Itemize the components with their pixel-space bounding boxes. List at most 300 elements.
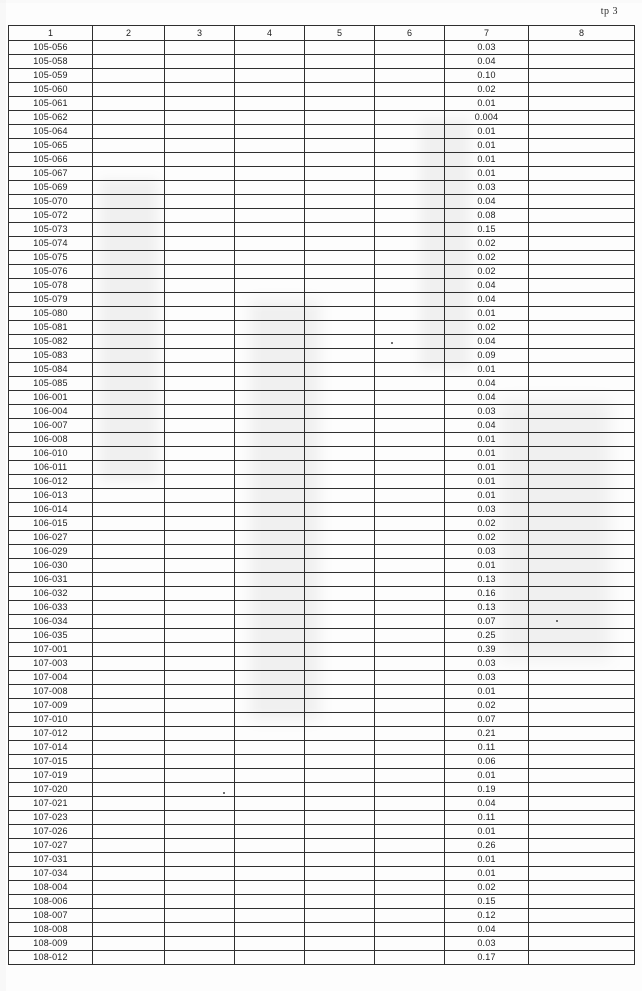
table-row	[9, 825, 635, 839]
cell-col8	[529, 615, 635, 629]
cell-col4	[235, 195, 305, 209]
cell-col4	[235, 531, 305, 545]
cell-sample-id: 108-012	[9, 951, 93, 965]
cell-col3	[165, 181, 235, 195]
cell-sample-id: 106-007	[9, 419, 93, 433]
table-row	[9, 447, 635, 461]
cell-sample-id: 105-067	[9, 167, 93, 181]
cell-sample-id: 108-004	[9, 881, 93, 895]
cell-col3	[165, 167, 235, 181]
column-header-7: 7	[445, 26, 529, 41]
cell-col6	[375, 811, 445, 825]
cell-col5	[305, 657, 375, 671]
ink-speck	[556, 620, 558, 622]
cell-col8	[529, 335, 635, 349]
cell-col2	[93, 489, 165, 503]
table-row	[9, 545, 635, 559]
table-row	[9, 671, 635, 685]
cell-col4	[235, 699, 305, 713]
table-row	[9, 461, 635, 475]
cell-col2	[93, 195, 165, 209]
cell-col3	[165, 55, 235, 69]
table-row	[9, 853, 635, 867]
cell-col2	[93, 475, 165, 489]
cell-col8	[529, 125, 635, 139]
cell-value: 0.04	[445, 279, 529, 293]
cell-value: 0.07	[445, 713, 529, 727]
cell-col2	[93, 853, 165, 867]
cell-col6	[375, 629, 445, 643]
cell-col8	[529, 867, 635, 881]
cell-col6	[375, 909, 445, 923]
cell-col2	[93, 265, 165, 279]
cell-col5	[305, 503, 375, 517]
table-row	[9, 489, 635, 503]
cell-sample-id: 106-004	[9, 405, 93, 419]
cell-sample-id: 107-020	[9, 783, 93, 797]
cell-col5	[305, 41, 375, 55]
cell-col8	[529, 153, 635, 167]
cell-col8	[529, 657, 635, 671]
cell-value: 0.01	[445, 307, 529, 321]
cell-col8	[529, 69, 635, 83]
cell-col3	[165, 727, 235, 741]
cell-col8	[529, 363, 635, 377]
cell-col2	[93, 405, 165, 419]
cell-value: 0.01	[445, 167, 529, 181]
cell-value: 0.19	[445, 783, 529, 797]
cell-col6	[375, 461, 445, 475]
cell-col4	[235, 167, 305, 181]
cell-col8	[529, 405, 635, 419]
cell-col2	[93, 97, 165, 111]
cell-col4	[235, 475, 305, 489]
cell-col3	[165, 685, 235, 699]
cell-col4	[235, 545, 305, 559]
cell-sample-id: 107-027	[9, 839, 93, 853]
cell-value: 0.03	[445, 41, 529, 55]
cell-value: 0.01	[445, 559, 529, 573]
cell-col8	[529, 895, 635, 909]
cell-col4	[235, 419, 305, 433]
cell-col5	[305, 237, 375, 251]
cell-col4	[235, 895, 305, 909]
cell-sample-id: 106-027	[9, 531, 93, 545]
table-row	[9, 97, 635, 111]
cell-col3	[165, 125, 235, 139]
cell-value: 0.25	[445, 629, 529, 643]
cell-value: 0.04	[445, 293, 529, 307]
cell-col4	[235, 811, 305, 825]
table-row	[9, 503, 635, 517]
cell-sample-id: 106-008	[9, 433, 93, 447]
cell-col8	[529, 167, 635, 181]
table-row	[9, 391, 635, 405]
cell-sample-id: 105-075	[9, 251, 93, 265]
cell-col4	[235, 405, 305, 419]
cell-col8	[529, 587, 635, 601]
cell-col5	[305, 769, 375, 783]
cell-col2	[93, 321, 165, 335]
cell-col6	[375, 867, 445, 881]
cell-col8	[529, 685, 635, 699]
cell-col5	[305, 223, 375, 237]
table-row	[9, 419, 635, 433]
cell-value: 0.01	[445, 363, 529, 377]
cell-sample-id: 107-021	[9, 797, 93, 811]
cell-sample-id: 105-081	[9, 321, 93, 335]
cell-col3	[165, 265, 235, 279]
cell-col5	[305, 307, 375, 321]
data-table-container	[8, 25, 634, 983]
cell-col6	[375, 363, 445, 377]
table-row	[9, 293, 635, 307]
cell-col4	[235, 461, 305, 475]
cell-col6	[375, 545, 445, 559]
cell-col4	[235, 111, 305, 125]
cell-col8	[529, 517, 635, 531]
cell-sample-id: 107-014	[9, 741, 93, 755]
cell-col3	[165, 811, 235, 825]
cell-col4	[235, 209, 305, 223]
cell-col2	[93, 671, 165, 685]
table-row	[9, 587, 635, 601]
cell-col8	[529, 573, 635, 587]
cell-col2	[93, 307, 165, 321]
cell-col5	[305, 83, 375, 97]
table-row	[9, 377, 635, 391]
cell-col6	[375, 489, 445, 503]
table-row	[9, 475, 635, 489]
table-row	[9, 167, 635, 181]
cell-col6	[375, 377, 445, 391]
cell-sample-id: 105-080	[9, 307, 93, 321]
cell-col6	[375, 825, 445, 839]
cell-col3	[165, 699, 235, 713]
cell-value: 0.02	[445, 881, 529, 895]
cell-sample-id: 106-032	[9, 587, 93, 601]
cell-col5	[305, 461, 375, 475]
cell-col4	[235, 335, 305, 349]
cell-col4	[235, 97, 305, 111]
cell-sample-id: 108-007	[9, 909, 93, 923]
cell-value: 0.01	[445, 825, 529, 839]
cell-sample-id: 106-031	[9, 573, 93, 587]
cell-col2	[93, 573, 165, 587]
cell-col3	[165, 293, 235, 307]
cell-col8	[529, 293, 635, 307]
cell-col3	[165, 419, 235, 433]
cell-col2	[93, 377, 165, 391]
cell-col8	[529, 937, 635, 951]
cell-value: 0.01	[445, 447, 529, 461]
cell-col3	[165, 83, 235, 97]
cell-col6	[375, 321, 445, 335]
cell-col2	[93, 111, 165, 125]
cell-col3	[165, 195, 235, 209]
cell-col4	[235, 741, 305, 755]
cell-col6	[375, 111, 445, 125]
cell-col5	[305, 447, 375, 461]
cell-col2	[93, 391, 165, 405]
cell-col8	[529, 279, 635, 293]
column-header-2: 2	[93, 26, 165, 41]
cell-col8	[529, 321, 635, 335]
cell-col4	[235, 769, 305, 783]
cell-col2	[93, 181, 165, 195]
cell-col8	[529, 265, 635, 279]
ink-speck	[223, 792, 225, 794]
cell-col2	[93, 909, 165, 923]
cell-value: 0.04	[445, 419, 529, 433]
cell-col8	[529, 825, 635, 839]
cell-col6	[375, 923, 445, 937]
table-row	[9, 839, 635, 853]
cell-col5	[305, 587, 375, 601]
cell-col8	[529, 951, 635, 965]
cell-col6	[375, 69, 445, 83]
cell-col3	[165, 251, 235, 265]
cell-col5	[305, 111, 375, 125]
cell-col3	[165, 209, 235, 223]
cell-col5	[305, 475, 375, 489]
cell-col3	[165, 377, 235, 391]
cell-col4	[235, 643, 305, 657]
cell-col5	[305, 573, 375, 587]
cell-col5	[305, 265, 375, 279]
cell-col4	[235, 573, 305, 587]
table-row	[9, 181, 635, 195]
cell-col4	[235, 489, 305, 503]
table-row	[9, 69, 635, 83]
cell-col5	[305, 741, 375, 755]
cell-col6	[375, 97, 445, 111]
cell-col3	[165, 657, 235, 671]
cell-col3	[165, 951, 235, 965]
cell-sample-id: 105-060	[9, 83, 93, 97]
cell-col8	[529, 391, 635, 405]
cell-sample-id: 107-003	[9, 657, 93, 671]
cell-col6	[375, 181, 445, 195]
cell-col8	[529, 209, 635, 223]
cell-col3	[165, 335, 235, 349]
cell-col6	[375, 167, 445, 181]
cell-col3	[165, 349, 235, 363]
cell-col6	[375, 251, 445, 265]
cell-value: 0.02	[445, 699, 529, 713]
table-row	[9, 335, 635, 349]
table-row	[9, 867, 635, 881]
table-row	[9, 55, 635, 69]
cell-col6	[375, 223, 445, 237]
cell-col2	[93, 279, 165, 293]
cell-col6	[375, 699, 445, 713]
cell-col6	[375, 433, 445, 447]
cell-col2	[93, 783, 165, 797]
table-row	[9, 769, 635, 783]
cell-col4	[235, 265, 305, 279]
cell-col8	[529, 783, 635, 797]
cell-sample-id: 107-023	[9, 811, 93, 825]
cell-value: 0.01	[445, 867, 529, 881]
cell-col3	[165, 643, 235, 657]
cell-col2	[93, 811, 165, 825]
cell-value: 0.08	[445, 209, 529, 223]
page-number: tp 3	[600, 6, 618, 17]
cell-col2	[93, 531, 165, 545]
cell-col3	[165, 405, 235, 419]
cell-col4	[235, 587, 305, 601]
cell-col4	[235, 321, 305, 335]
cell-col8	[529, 181, 635, 195]
cell-sample-id: 106-035	[9, 629, 93, 643]
table-row	[9, 195, 635, 209]
cell-col5	[305, 615, 375, 629]
cell-col4	[235, 559, 305, 573]
cell-col4	[235, 909, 305, 923]
table-row	[9, 349, 635, 363]
cell-sample-id: 105-073	[9, 223, 93, 237]
cell-col2	[93, 517, 165, 531]
cell-col5	[305, 755, 375, 769]
cell-col5	[305, 363, 375, 377]
cell-col4	[235, 825, 305, 839]
cell-col4	[235, 517, 305, 531]
table-header-row	[9, 26, 635, 41]
cell-col8	[529, 349, 635, 363]
cell-value: 0.15	[445, 895, 529, 909]
cell-value: 0.01	[445, 853, 529, 867]
cell-value: 0.02	[445, 237, 529, 251]
table-row	[9, 363, 635, 377]
cell-value: 0.01	[445, 489, 529, 503]
table-row	[9, 433, 635, 447]
cell-col2	[93, 727, 165, 741]
cell-col6	[375, 783, 445, 797]
table-row	[9, 895, 635, 909]
table-row	[9, 279, 635, 293]
cell-col3	[165, 97, 235, 111]
table-row	[9, 783, 635, 797]
cell-col8	[529, 811, 635, 825]
cell-sample-id: 106-034	[9, 615, 93, 629]
cell-col4	[235, 251, 305, 265]
cell-col4	[235, 657, 305, 671]
cell-col2	[93, 895, 165, 909]
cell-col5	[305, 251, 375, 265]
cell-col2	[93, 363, 165, 377]
table-row	[9, 881, 635, 895]
ink-speck	[391, 342, 393, 344]
cell-col5	[305, 181, 375, 195]
cell-col2	[93, 741, 165, 755]
cell-value: 0.01	[445, 97, 529, 111]
cell-sample-id: 107-004	[9, 671, 93, 685]
cell-sample-id: 105-085	[9, 377, 93, 391]
cell-col4	[235, 797, 305, 811]
cell-value: 0.01	[445, 125, 529, 139]
cell-col3	[165, 363, 235, 377]
cell-col3	[165, 531, 235, 545]
cell-value: 0.01	[445, 461, 529, 475]
table-row	[9, 139, 635, 153]
cell-col2	[93, 797, 165, 811]
cell-value: 0.16	[445, 587, 529, 601]
cell-col5	[305, 321, 375, 335]
table-row	[9, 517, 635, 531]
cell-value: 0.39	[445, 643, 529, 657]
cell-col4	[235, 755, 305, 769]
cell-col5	[305, 699, 375, 713]
cell-col6	[375, 951, 445, 965]
cell-col8	[529, 853, 635, 867]
cell-col6	[375, 195, 445, 209]
cell-col3	[165, 139, 235, 153]
cell-col4	[235, 83, 305, 97]
cell-col3	[165, 741, 235, 755]
cell-col3	[165, 461, 235, 475]
cell-col5	[305, 209, 375, 223]
cell-col2	[93, 69, 165, 83]
table-row	[9, 685, 635, 699]
cell-value: 0.03	[445, 545, 529, 559]
cell-col5	[305, 643, 375, 657]
column-header-1: 1	[9, 26, 93, 41]
cell-col8	[529, 223, 635, 237]
cell-sample-id: 107-008	[9, 685, 93, 699]
column-header-5: 5	[305, 26, 375, 41]
cell-value: 0.04	[445, 923, 529, 937]
cell-col4	[235, 153, 305, 167]
cell-col5	[305, 671, 375, 685]
cell-value: 0.01	[445, 433, 529, 447]
cell-col3	[165, 937, 235, 951]
cell-col8	[529, 139, 635, 153]
cell-col2	[93, 839, 165, 853]
cell-col8	[529, 727, 635, 741]
cell-value: 0.26	[445, 839, 529, 853]
cell-col5	[305, 951, 375, 965]
cell-col3	[165, 671, 235, 685]
cell-col4	[235, 727, 305, 741]
cell-col2	[93, 223, 165, 237]
cell-col2	[93, 209, 165, 223]
cell-col6	[375, 83, 445, 97]
cell-value: 0.04	[445, 391, 529, 405]
cell-sample-id: 108-006	[9, 895, 93, 909]
cell-col6	[375, 727, 445, 741]
cell-col2	[93, 713, 165, 727]
cell-col4	[235, 433, 305, 447]
cell-col8	[529, 83, 635, 97]
cell-col6	[375, 503, 445, 517]
table-row	[9, 111, 635, 125]
table-row	[9, 307, 635, 321]
cell-col5	[305, 349, 375, 363]
cell-col4	[235, 951, 305, 965]
cell-col3	[165, 601, 235, 615]
cell-value: 0.11	[445, 741, 529, 755]
cell-col6	[375, 769, 445, 783]
cell-sample-id: 105-070	[9, 195, 93, 209]
cell-col2	[93, 349, 165, 363]
cell-col2	[93, 545, 165, 559]
table-row	[9, 559, 635, 573]
cell-col2	[93, 139, 165, 153]
cell-sample-id: 106-001	[9, 391, 93, 405]
cell-value: 0.02	[445, 531, 529, 545]
cell-col5	[305, 419, 375, 433]
